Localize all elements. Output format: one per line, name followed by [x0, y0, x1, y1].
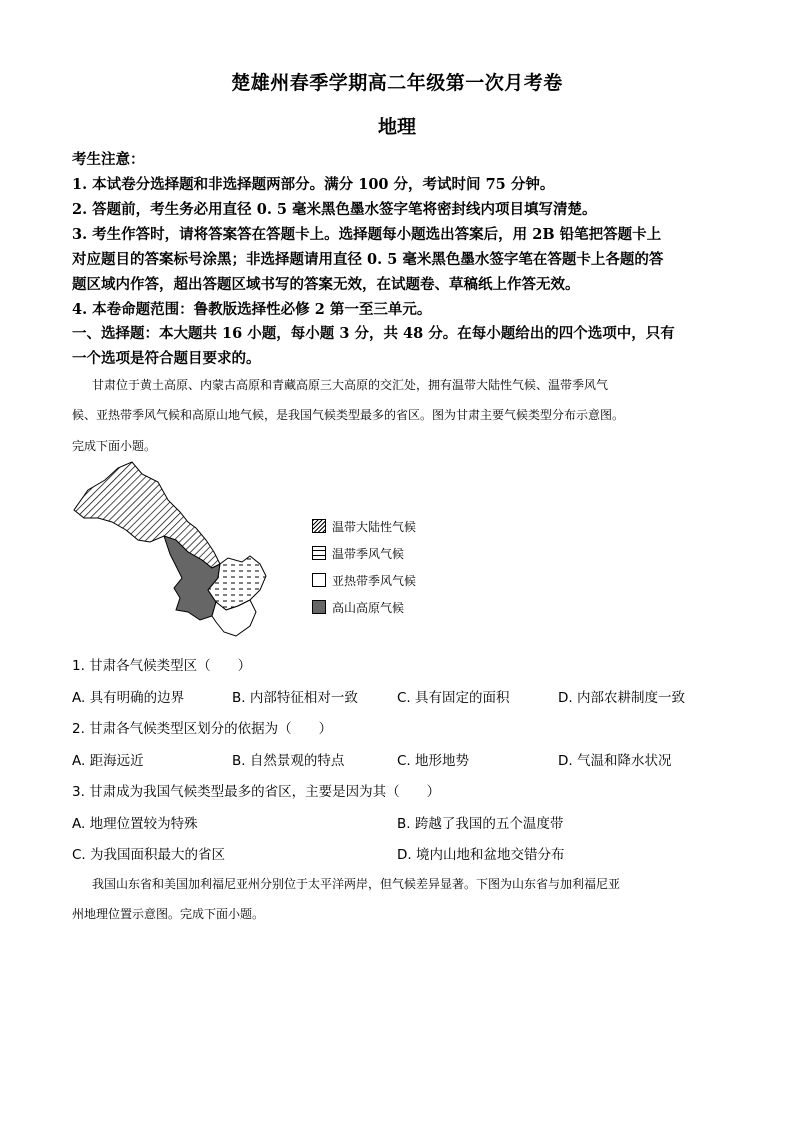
passage2-line-2: 州地理位置示意图。完成下面小题。	[72, 907, 265, 921]
blank-swatch-icon	[312, 573, 326, 587]
exam-title: 楚雄州春季学期高二年级第一次月考卷	[231, 72, 563, 94]
q2-option-b[interactable]: B. 自然景观的特点	[232, 753, 345, 769]
gray-swatch-icon	[312, 600, 326, 614]
notice-line-4: 对应题目的答案标号涂黑；非选择题请用直径 0. 5 毫米黑色墨水签字笔在答题卡上各题的答	[72, 251, 664, 268]
gansu-climate-map	[70, 460, 290, 645]
q1-option-b[interactable]: B. 内部特征相对一致	[232, 690, 358, 706]
question-2-stem: 2. 甘肃各气候类型区划分的依据为（ ）	[72, 721, 333, 737]
legend-label: 高山高原气候	[332, 601, 405, 615]
dash-swatch-icon	[312, 546, 326, 560]
question-1-stem: 1. 甘肃各气候类型区（ ）	[72, 658, 252, 674]
question-3-stem: 3. 甘肃成为我国气候类型最多的省区，主要是因为其（ ）	[72, 784, 441, 800]
legend-label: 亚热带季风气候	[332, 574, 417, 588]
legend-item-temperate-continental	[312, 518, 416, 535]
notice-line-3: 3. 考生作答时，请将答案答在答题卡上。选择题每小题选出答案后，用 2B 铅笔把答题卡上	[72, 226, 662, 243]
subject-title: 地理	[377, 116, 416, 138]
q2-option-c[interactable]: C. 地形地势	[397, 753, 470, 769]
notice-line-2: 2. 答题前，考生务必用直径 0. 5 毫米黑色墨水签字笔将密封线内项目填写清楚。	[72, 201, 597, 218]
q1-option-d[interactable]: D. 内部农耕制度一致	[558, 690, 685, 706]
q3-option-d[interactable]: D. 境内山地和盆地交错分布	[397, 847, 565, 863]
passage1-line-1: 甘肃位于黄土高原、内蒙古高原和青藏高原三大高原的交汇处，拥有温带大陆性气候、温带季风气	[92, 378, 609, 392]
legend-label: 温带大陆性气候	[332, 520, 417, 534]
q2-option-d[interactable]: D. 气温和降水状况	[558, 753, 672, 769]
legend-label: 温带季风气候	[332, 547, 405, 561]
q3-option-b[interactable]: B. 跨越了我国的五个温度带	[397, 816, 564, 832]
legend-item-plateau-mountain	[312, 599, 404, 616]
passage1-line-2: 候、亚热带季风气候和高原山地气候，是我国气候类型最多的省区。图为甘肃主要气候类型分布示意图。	[72, 408, 625, 422]
notice-line-5: 题区域内作答，超出答题区域书写的答案无效，在试题卷、草稿纸上作答无效。	[72, 276, 580, 293]
hatch-swatch-icon	[312, 519, 326, 533]
passage1-line-3: 完成下面小题。	[72, 439, 157, 453]
notice-line-1: 1. 本试卷分选择题和非选择题两部分。满分 100 分，考试时间 75 分钟。	[72, 176, 555, 193]
q3-option-a[interactable]: A. 地理位置较为特殊	[72, 816, 198, 832]
notice-heading: 考生注意：	[72, 151, 145, 168]
section-heading-line-1: 一、选择题：本大题共 16 小题，每小题 3 分，共 48 分。在每小题给出的四个选项中，只有	[72, 325, 675, 342]
legend-item-subtropical-monsoon	[312, 572, 416, 589]
q3-option-c[interactable]: C. 为我国面积最大的省区	[72, 847, 226, 863]
notice-line-6: 4. 本卷命题范围：鲁教版选择性必修 2 第一至三单元。	[72, 301, 432, 318]
section-heading-line-2: 一个选项是符合题目要求的。	[72, 350, 261, 367]
legend-item-temperate-monsoon	[312, 545, 404, 562]
q1-option-c[interactable]: C. 具有固定的面积	[397, 690, 510, 706]
passage2-line-1: 我国山东省和美国加利福尼亚州分别位于太平洋两岸，但气候差异显著。下图为山东省与加利福尼亚	[92, 877, 621, 891]
q2-option-a[interactable]: A. 距海远近	[72, 753, 144, 769]
q1-option-a[interactable]: A. 具有明确的边界	[72, 690, 185, 706]
temperate-continental-region	[74, 462, 220, 568]
